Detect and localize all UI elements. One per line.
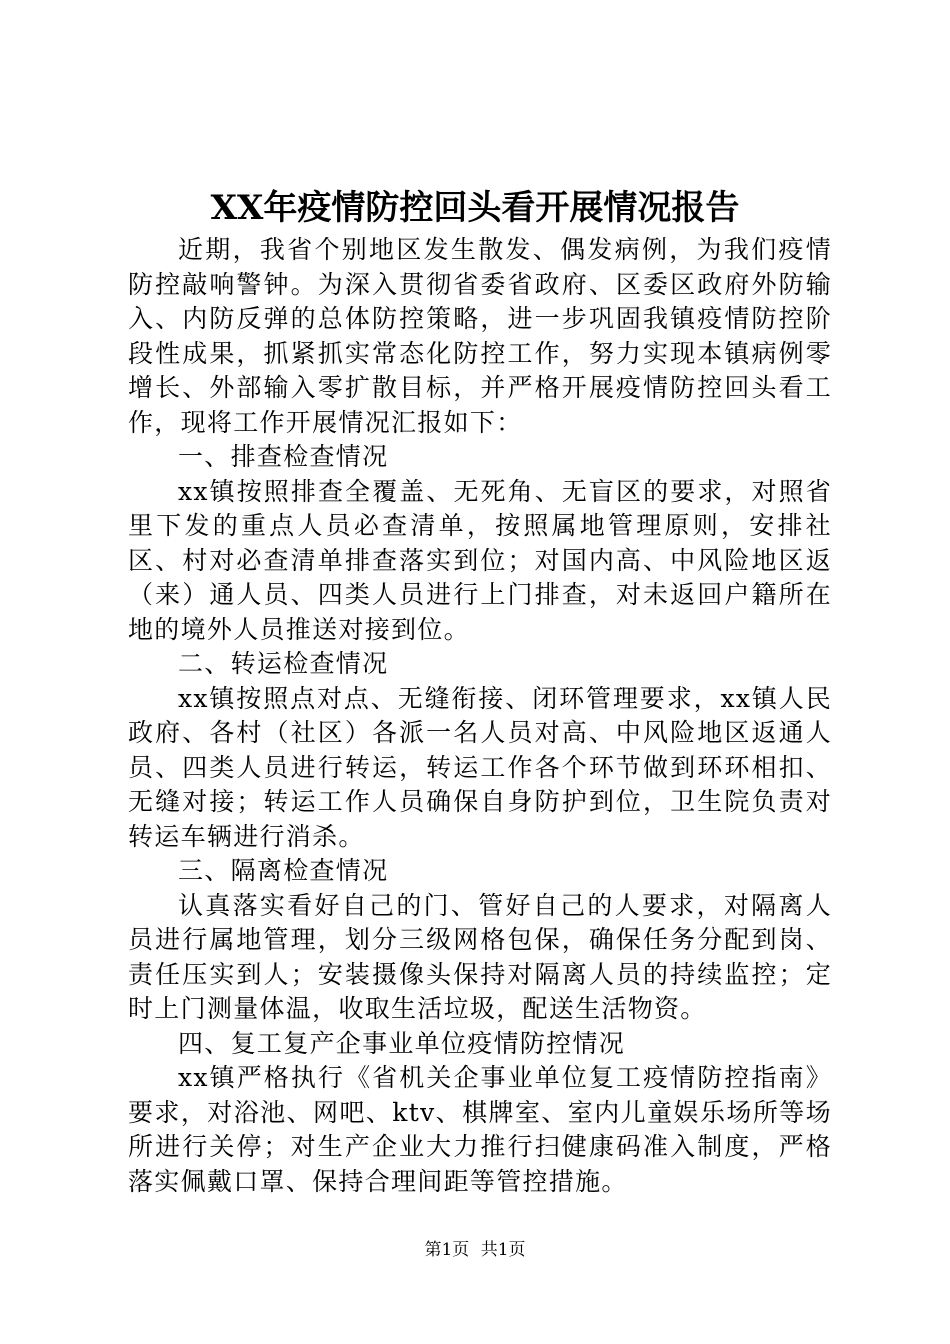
screening-paragraph: xx镇按照排查全覆盖、无死角、无盲区的要求，对照省里下发的重点人员必查清单，按照属地管理原则，安排社区、村对必查清单排查落实到位；对国内高、中风险地区返（来）通人员、四类人员进行上门排查，对未返回户籍所在地的境外人员推送对接到位。 bbox=[128, 476, 832, 644]
document-body bbox=[128, 233, 832, 1199]
page-total: 共1页 bbox=[480, 1240, 526, 1260]
isolation-paragraph: 认真落实看好自己的门、管好自己的人要求，对隔离人员进行属地管理，划分三级网格包保，确保任务分配到岗、责任压实到人；安装摄像头保持对隔离人员的持续监控；定时上门测量体温，收取生活垃圾，配送生活物资。 bbox=[128, 890, 832, 1023]
page-number: 第1页 bbox=[424, 1240, 470, 1260]
transfer-paragraph: xx镇按照点对点、无缝衔接、闭环管理要求，xx镇人民政府、各村（社区）各派一名人员对高、中风险地区返通人员、四类人员进行转运，转运工作各个环节做到环环相扣、无缝对接；转运工作人员确保自身防护到位，卫生院负责对转运车辆进行消杀。 bbox=[128, 683, 832, 851]
document-title: XX年疫情防控回头看开展情况报告 bbox=[210, 188, 740, 228]
section-heading-isolation: 三、隔离检查情况 bbox=[178, 856, 389, 885]
page-footer bbox=[0, 1238, 950, 1262]
section-heading-transfer: 二、转运检查情况 bbox=[178, 649, 389, 678]
section-heading-screening: 一、排查检查情况 bbox=[178, 442, 389, 471]
intro-paragraph: 近期，我省个别地区发生散发、偶发病例，为我们疫情防控敲响警钟。为深入贯彻省委省政府、区委区政府外防输入、内防反弹的总体防控策略，进一步巩固我镇疫情防控阶段性成果，抓紧抓实常态化防控工作，努力实现本镇病例零增长、外部输入零扩散目标，并严格开展疫情防控回头看工作，现将工作开展情况汇报如下： bbox=[128, 235, 832, 437]
resumption-paragraph: xx镇严格执行《省机关企事业单位复工疫情防控指南》要求，对浴池、网吧、ktv、棋牌室、室内儿童娱乐场所等场所进行关停；对生产企业大力推行扫健康码准入制度，严格落实佩戴口罩、保持合理间距等管控措施。 bbox=[128, 1063, 832, 1196]
section-heading-resumption: 四、复工复产企事业单位疫情防控情况 bbox=[178, 1028, 626, 1058]
